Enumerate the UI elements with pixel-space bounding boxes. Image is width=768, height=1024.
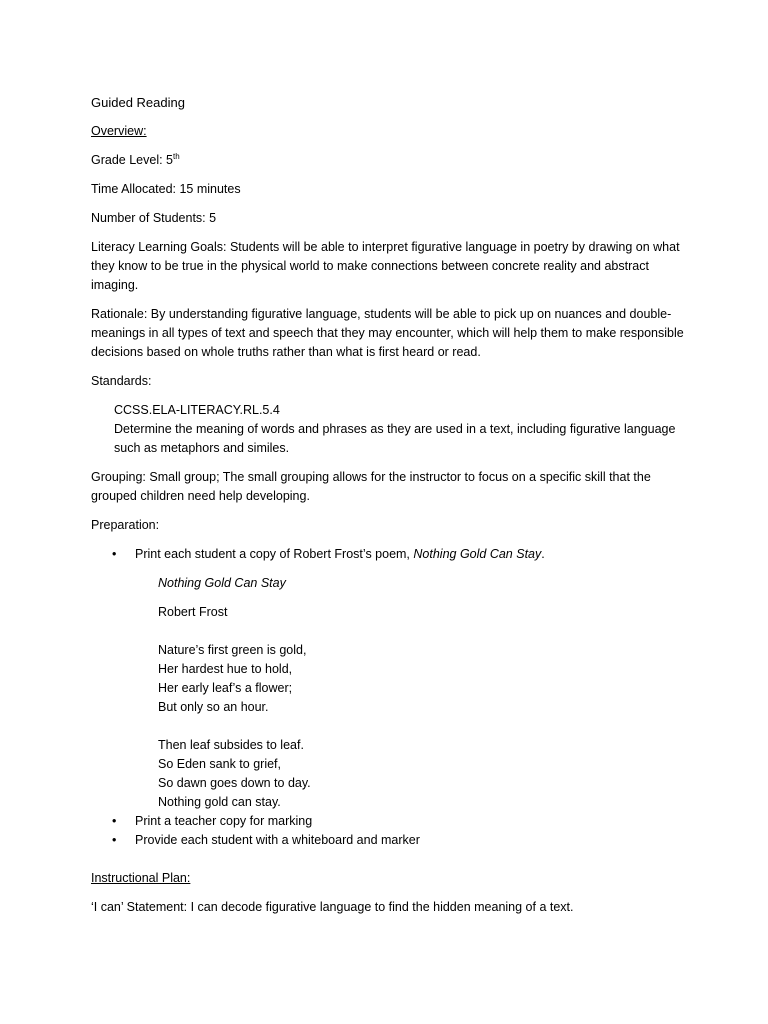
poem-line: So dawn goes down to day. [158, 776, 311, 790]
poem-line: Nothing gold can stay. [158, 795, 281, 809]
document-title: Guided Reading [91, 95, 185, 110]
list-item [91, 812, 691, 831]
grade-level-ordinal: th [173, 152, 180, 161]
poem-line: Nature’s first green is gold, [158, 643, 307, 657]
time-allocated: Time Allocated: 15 minutes [91, 182, 241, 196]
bullet-2-text: Print a teacher copy for marking [135, 814, 313, 828]
preparation-label: Preparation: [91, 518, 160, 532]
standard-text: Determine the meaning of words and phrases as they are used in a text, including figurative language such as metaphors and similes. [114, 422, 676, 455]
bullet-icon: • [112, 814, 117, 828]
document-page [91, 93, 691, 927]
preparation-list [91, 545, 691, 564]
poem-line: But only so an hour. [158, 700, 269, 714]
list-item [91, 831, 691, 850]
i-can-statement: ‘I can’ Statement: I can decode figurative language to find the hidden meaning of a text. [91, 900, 574, 914]
bullet-1-suffix: . [541, 547, 545, 561]
standards-label: Standards: [91, 374, 152, 388]
poem-block [158, 574, 691, 812]
list-item [91, 545, 691, 564]
grade-level [91, 151, 691, 170]
bullet-3-text: Provide each student with a whiteboard and marker [135, 833, 420, 847]
bullet-icon: • [112, 833, 117, 847]
bullet-icon: • [112, 547, 117, 561]
bullet-1-text: Print each student a copy of Robert Frost’s poem, [135, 547, 414, 561]
preparation-list-continued [91, 812, 691, 850]
poem-line: Her early leaf’s a flower; [158, 681, 293, 695]
number-of-students: Number of Students: 5 [91, 211, 217, 225]
rationale: Rationale: By understanding figurative language, students will be able to pick up on nuances and double-meanings in all types of text and speech that they may encounter, which will help them to make responsible decisions based on whole truths rather than what is first heard or read. [91, 307, 684, 359]
standard-block [114, 401, 691, 458]
poem-author: Robert Frost [158, 605, 228, 619]
poem-line: So Eden sank to grief, [158, 757, 281, 771]
grouping: Grouping: Small group; The small grouping allows for the instructor to focus on a specific skill that the grouped children need help developing. [91, 470, 651, 503]
instructional-plan-heading: Instructional Plan: [91, 871, 191, 885]
poem-title: Nothing Gold Can Stay [158, 576, 286, 590]
poem-title-ref: Nothing Gold Can Stay [413, 547, 542, 561]
overview-heading: Overview: [91, 124, 147, 138]
grade-level-text: Grade Level: 5 [91, 153, 173, 167]
standard-code: CCSS.ELA-LITERACY.RL.5.4 [114, 403, 280, 417]
literacy-learning-goals: Literacy Learning Goals: Students will be able to interpret figurative language in poetry by drawing on what they know to be true in the physical world to make connections between concrete reality and abstract imaging. [91, 240, 680, 292]
poem-line: Her hardest hue to hold, [158, 662, 293, 676]
poem-line: Then leaf subsides to leaf. [158, 738, 304, 752]
